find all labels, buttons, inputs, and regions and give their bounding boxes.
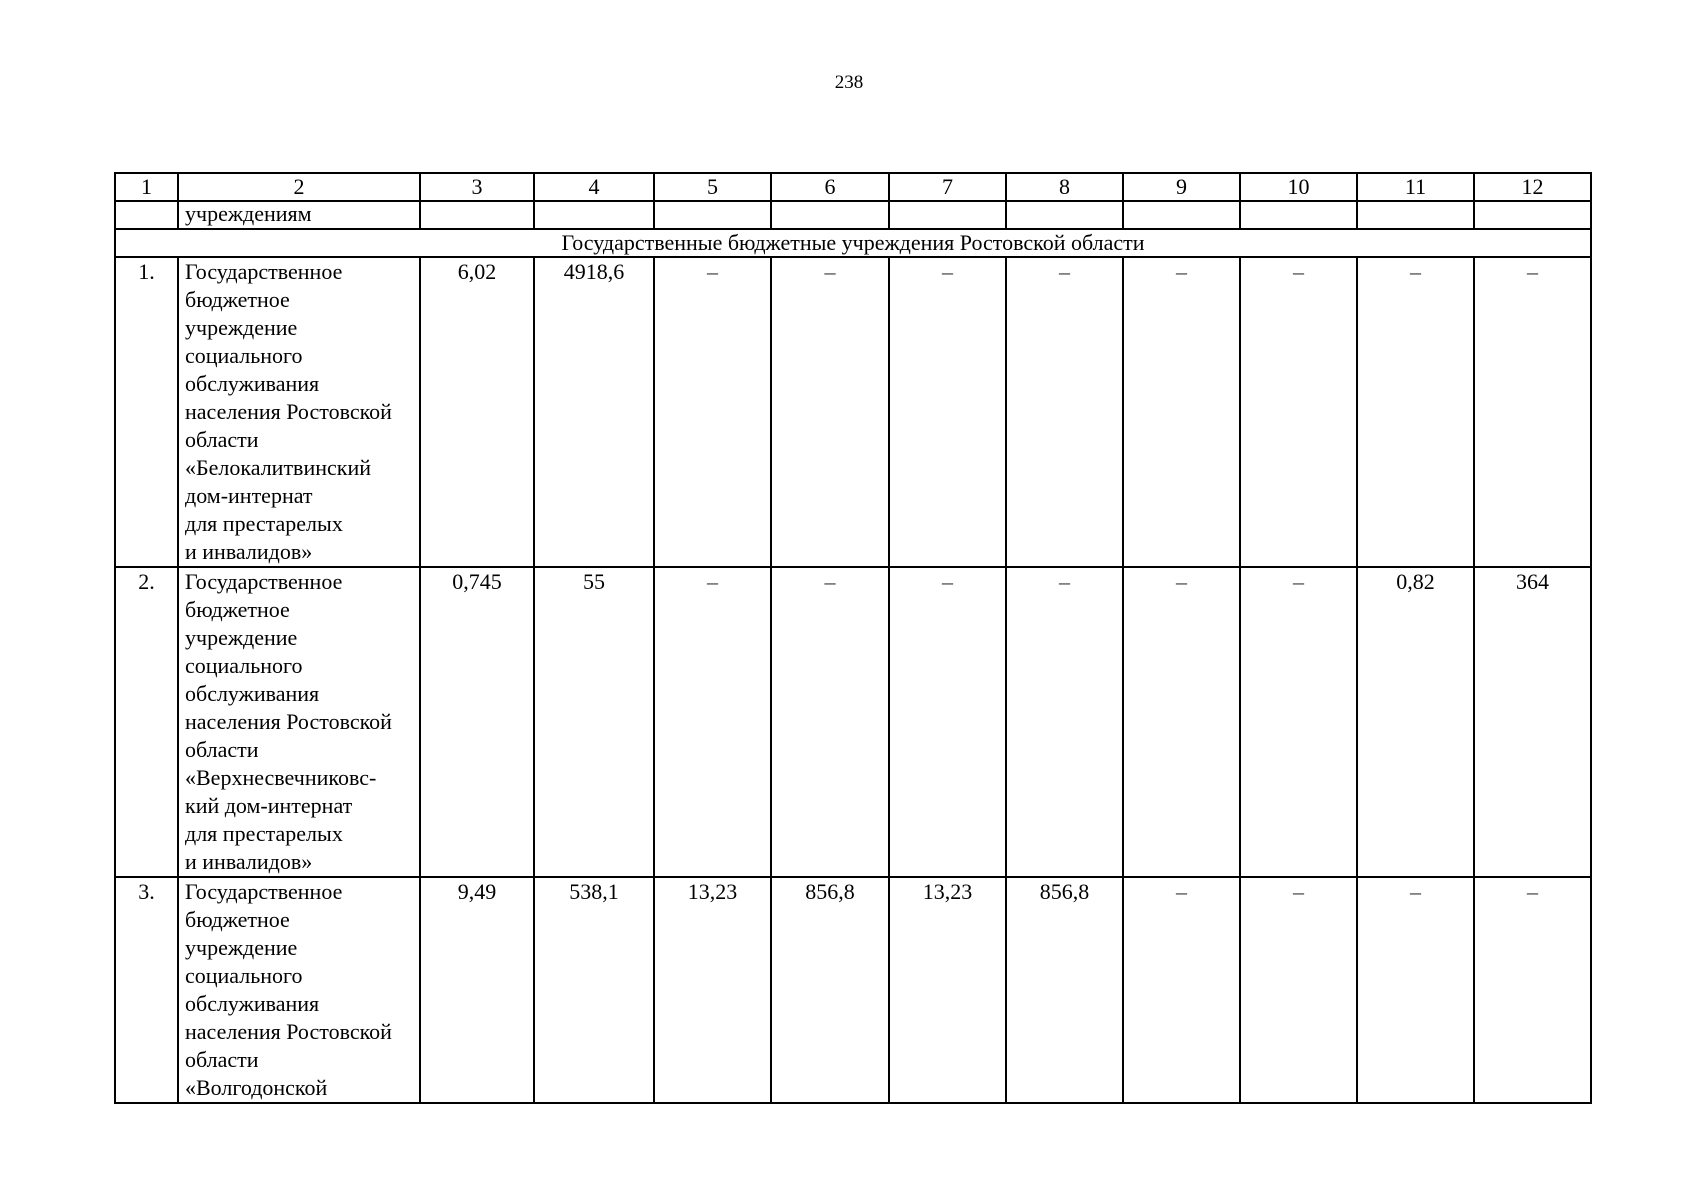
table-cell (771, 201, 889, 229)
continuation-text: учреждениям (178, 201, 420, 229)
table-cell: – (1240, 567, 1357, 877)
table-cell: 13,23 (654, 877, 771, 1103)
column-number: 3 (420, 173, 534, 201)
table-cell: – (771, 567, 889, 877)
row-number: 2. (115, 567, 178, 877)
column-number: 7 (889, 173, 1006, 201)
table-cell: 55 (534, 567, 654, 877)
table-cell: – (1357, 257, 1474, 567)
table-cell: – (1123, 877, 1240, 1103)
section-title: Государственные бюджетные учреждения Ростовской области (115, 229, 1591, 257)
table-cell (1357, 201, 1474, 229)
continuation-row (115, 201, 1591, 229)
table-cell: – (1240, 257, 1357, 567)
institution-name: Государственное бюджетное учреждение социального обслуживания населения Ростовской области «Белокалитвинский дом-интернат для престарелых и инвалидов» (178, 257, 420, 567)
table-cell: 0,745 (420, 567, 534, 877)
table-cell (534, 201, 654, 229)
table-cell (1123, 201, 1240, 229)
table-cell (115, 201, 178, 229)
table-cell: – (1123, 567, 1240, 877)
column-number: 8 (1006, 173, 1123, 201)
table-cell: – (1474, 257, 1591, 567)
row-number: 3. (115, 877, 178, 1103)
table-row (115, 567, 1591, 877)
table-cell: 538,1 (534, 877, 654, 1103)
page-number: 238 (834, 72, 864, 93)
column-number: 1 (115, 173, 178, 201)
table-cell: 0,82 (1357, 567, 1474, 877)
section-row (115, 229, 1591, 257)
column-number: 6 (771, 173, 889, 201)
table-row (115, 257, 1591, 567)
table-cell: 9,49 (420, 877, 534, 1103)
table-cell: – (1006, 567, 1123, 877)
table-cell: – (889, 567, 1006, 877)
table-cell (1240, 201, 1357, 229)
table-cell (1474, 201, 1591, 229)
table-cell: 856,8 (1006, 877, 1123, 1103)
table-row (115, 877, 1591, 1103)
table-cell: – (1006, 257, 1123, 567)
table-cell: 13,23 (889, 877, 1006, 1103)
column-number: 2 (178, 173, 420, 201)
row-number: 1. (115, 257, 178, 567)
table-cell (889, 201, 1006, 229)
data-table (114, 172, 1592, 1104)
table-cell: – (1474, 877, 1591, 1103)
table-cell (1006, 201, 1123, 229)
table-cell: 6,02 (420, 257, 534, 567)
table-cell (654, 201, 771, 229)
table-cell: – (1240, 877, 1357, 1103)
column-number: 10 (1240, 173, 1357, 201)
column-number: 9 (1123, 173, 1240, 201)
table-cell: – (889, 257, 1006, 567)
table-cell: 4918,6 (534, 257, 654, 567)
table-cell: – (654, 567, 771, 877)
table-cell: – (654, 257, 771, 567)
table-cell: 856,8 (771, 877, 889, 1103)
table-cell: 364 (1474, 567, 1591, 877)
table-cell (420, 201, 534, 229)
table-cell: – (771, 257, 889, 567)
institution-name: Государственное бюджетное учреждение социального обслуживания населения Ростовской области «Верхнесвечниковс- кий дом-интернат для престарелых и инвалидов» (178, 567, 420, 877)
column-number: 4 (534, 173, 654, 201)
institution-name: Государственное бюджетное учреждение социального обслуживания населения Ростовской области «Волгодонской (178, 877, 420, 1103)
table-cell: – (1123, 257, 1240, 567)
column-number: 11 (1357, 173, 1474, 201)
column-number: 5 (654, 173, 771, 201)
column-number: 12 (1474, 173, 1591, 201)
column-number-row (115, 173, 1591, 201)
table-cell: – (1357, 877, 1474, 1103)
